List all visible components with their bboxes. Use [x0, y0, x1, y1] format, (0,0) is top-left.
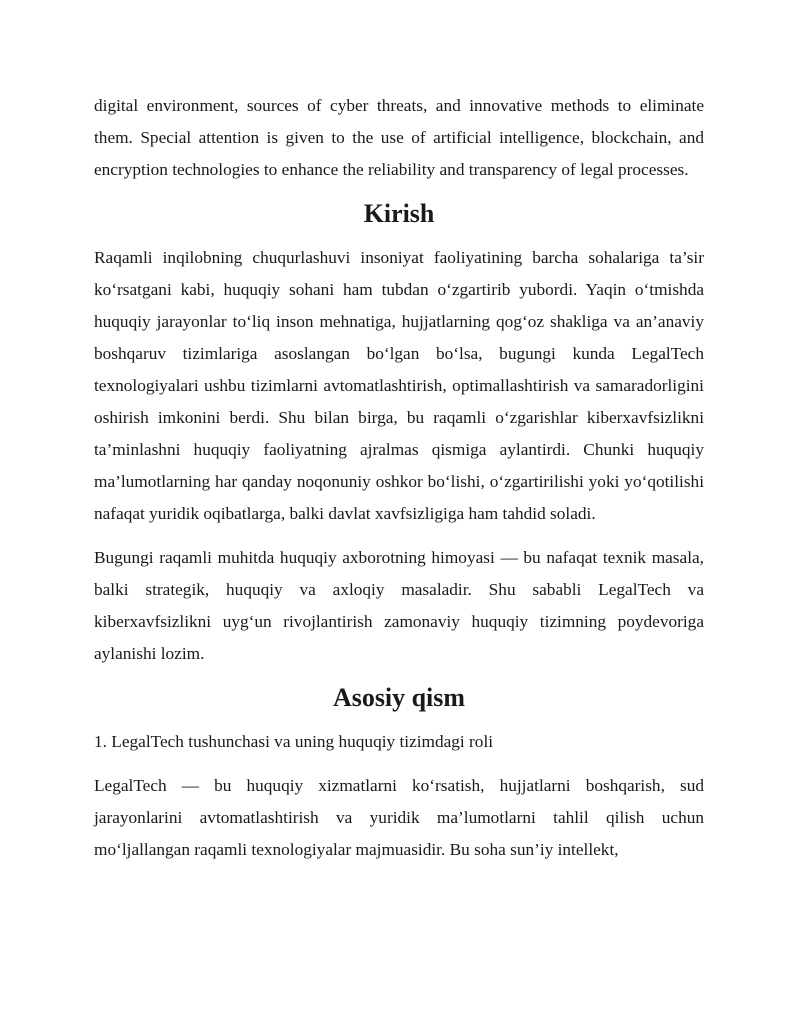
document-page: [94, 90, 704, 866]
intro-paragraph-2: Bugungi raqamli muhitda huquqiy axborotning himoyasi — bu nafaqat texnik masala, balki strategik, huquqiy va axloqiy masaladir. Shu sababli LegalTech va kiberxavfsizlikni uyg‘un rivojlantirish zamonaviy huquqiy tizimning poydevoriga aylanishi lozim.: [94, 548, 704, 663]
section-heading-main: Asosiy qism: [333, 683, 465, 712]
abstract-paragraph: digital environment, sources of cyber threats, and innovative methods to eliminate them. Special attention is given to the use of artificial intelligence, blockchain, and encryption technologies to enhance the reliability and transparency of legal processes.: [94, 96, 704, 179]
section-heading-intro: Kirish: [363, 199, 435, 228]
main-paragraph-1: LegalTech — bu huquqiy xizmatlarni ko‘rsatish, hujjatlarni boshqarish, sud jarayonlarini avtomatlashtirish va yuridik ma’lumotlarni tahlil qilish uchun mo‘ljallangan raqamli texnologiyalar majmuasidir. Bu soha sun’iy intellekt,: [94, 776, 704, 859]
intro-paragraph-1: Raqamli inqilobning chuqurlashuvi insoniyat faoliyatining barcha sohalariga ta’sir ko‘rsatgani kabi, huquqiy sohani ham tubdan o‘zgartirib yubordi. Yaqin o‘tmishda huquqiy jarayonlar to‘liq inson mehnatiga, hujjatlarning qog‘oz shakliga va an’anaviy boshqaruv tizimlariga asoslangan bo‘lgan bo‘lsa, bugungi kunda LegalTech texnologiyalari ushbu tizimlarni avtomatlashtirish, optimallashtirish va samaradorligini oshirish imkonini berdi. Shu bilan birga, bu raqamli o‘zgarishlar kiberxavfsizlikni ta’minlashni huquqiy faoliyatning ajralmas qismiga aylantirdi. Chunki huquqiy ma’lumotlarning har qanday noqonuniy oshkor bo‘lishi, o‘zgartirilishi yoki yo‘qotilishi nafaqat yuridik oqibatlarga, balki davlat xavfsizligiga ham tahdid soladi.: [94, 248, 704, 523]
subsection-heading: 1. LegalTech tushunchasi va uning huquqiy tizimdagi roli: [94, 732, 494, 751]
